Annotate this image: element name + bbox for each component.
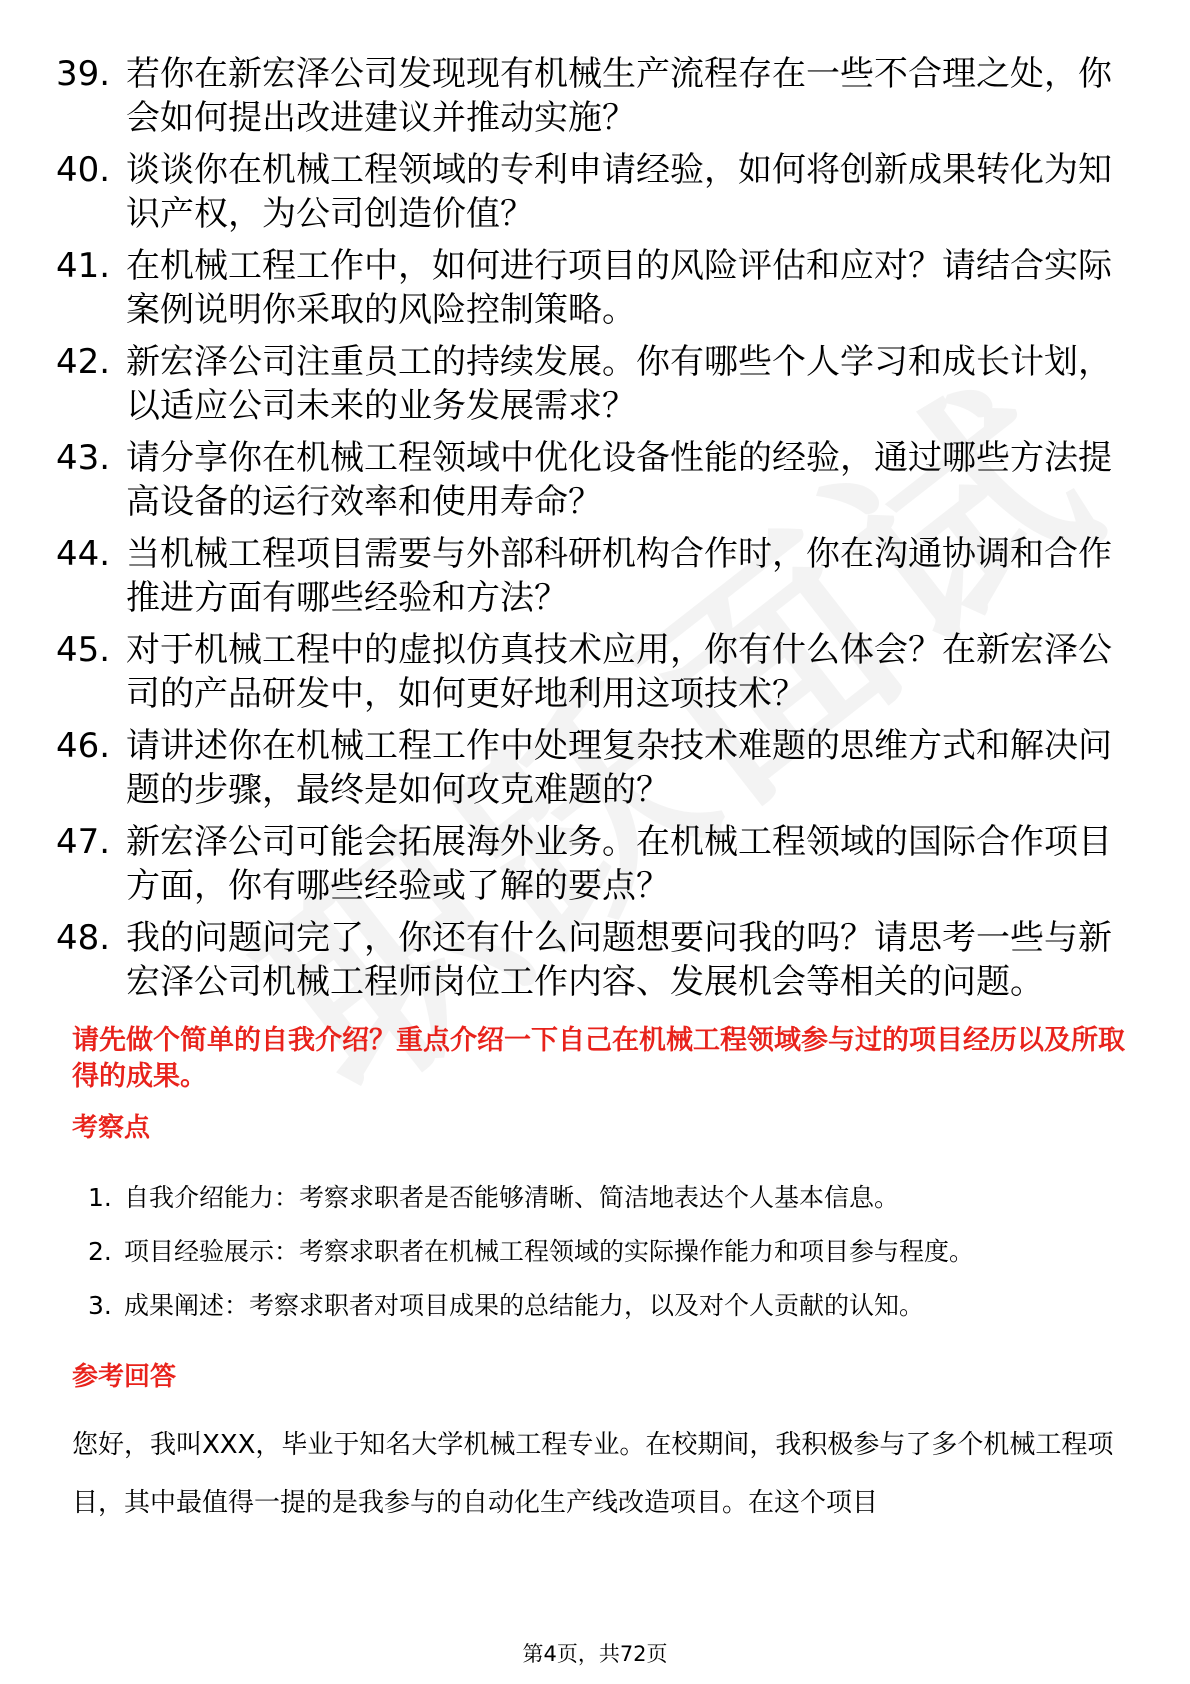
- question-number: 48.: [56, 918, 111, 958]
- question-number: 42.: [56, 342, 111, 382]
- question-item: [56, 148, 1136, 236]
- question-number: 41.: [56, 246, 111, 286]
- assessment-point-text: 项目经验展示：考察求职者在机械工程领域的实际操作能力和项目参与程度。: [124, 1237, 975, 1266]
- assessment-point-number: 3.: [88, 1291, 112, 1320]
- assessment-title: 考察点: [72, 1113, 151, 1143]
- question-item: [56, 724, 1136, 812]
- assessment-point-number: 1.: [88, 1183, 112, 1212]
- question-item: [56, 916, 1136, 1004]
- assessment-point: [88, 1182, 1128, 1214]
- assessment-point-number: 2.: [88, 1237, 112, 1266]
- reference-answer: 您好，我叫XXX，毕业于知名大学机械工程专业。在校期间，我积极参与了多个机械工程项目，其中最值得一提的是我参与的自动化生产线改造项目。在这个项目: [72, 1430, 1114, 1518]
- question-item: [56, 628, 1136, 716]
- question-number: 44.: [56, 534, 111, 574]
- question-number: 46.: [56, 726, 111, 766]
- question-item: [56, 436, 1136, 524]
- question-item: [56, 820, 1136, 908]
- question-text: 对于机械工程中的虚拟仿真技术应用，你有什么体会？在新宏泽公司的产品研发中，如何更好地利用这项技术？: [126, 630, 1112, 714]
- question-number: 39.: [56, 54, 111, 94]
- featured-question: 请先做个简单的自我介绍？重点介绍一下自己在机械工程领域参与过的项目经历以及所取得的成果。: [72, 1025, 1125, 1092]
- question-number: 40.: [56, 150, 111, 190]
- question-text: 在机械工程工作中，如何进行项目的风险评估和应对？请结合实际案例说明你采取的风险控制策略。: [126, 246, 1112, 330]
- question-number: 43.: [56, 438, 111, 478]
- page-footer: 第4页，共72页: [522, 1642, 668, 1666]
- assessment-point: [88, 1290, 1128, 1322]
- question-text: 谈谈你在机械工程领域的专利申请经验，如何将创新成果转化为知识产权，为公司创造价值？: [126, 150, 1112, 234]
- question-text: 新宏泽公司可能会拓展海外业务。在机械工程领域的国际合作项目方面，你有哪些经验或了解的要点？: [126, 822, 1112, 906]
- question-text: 请讲述你在机械工程工作中处理复杂技术难题的思维方式和解决问题的步骤，最终是如何攻克难题的？: [126, 726, 1112, 810]
- question-text: 新宏泽公司注重员工的持续发展。你有哪些个人学习和成长计划，以适应公司未来的业务发展需求？: [126, 342, 1112, 426]
- assessment-point: [88, 1236, 1128, 1268]
- question-item: [56, 532, 1136, 620]
- question-item: [56, 340, 1136, 428]
- question-item: [56, 52, 1136, 140]
- question-item: [56, 244, 1136, 332]
- reference-title: 参考回答: [72, 1362, 177, 1392]
- question-text: 请分享你在机械工程领域中优化设备性能的经验，通过哪些方法提高设备的运行效率和使用寿命？: [126, 438, 1112, 522]
- question-text: 若你在新宏泽公司发现现有机械生产流程存在一些不合理之处，你会如何提出改进建议并推动实施？: [126, 54, 1112, 138]
- question-number: 45.: [56, 630, 111, 670]
- question-text: 当机械工程项目需要与外部科研机构合作时，你在沟通协调和合作推进方面有哪些经验和方法？: [126, 534, 1112, 618]
- question-number: 47.: [56, 822, 111, 862]
- assessment-point-text: 自我介绍能力：考察求职者是否能够清晰、简洁地表达个人基本信息。: [124, 1183, 900, 1212]
- question-text: 我的问题问完了，你还有什么问题想要问我的吗？请思考一些与新宏泽公司机械工程师岗位工作内容、发展机会等相关的问题。: [126, 918, 1112, 1002]
- assessment-point-text: 成果阐述：考察求职者对项目成果的总结能力，以及对个人贡献的认知。: [124, 1291, 925, 1320]
